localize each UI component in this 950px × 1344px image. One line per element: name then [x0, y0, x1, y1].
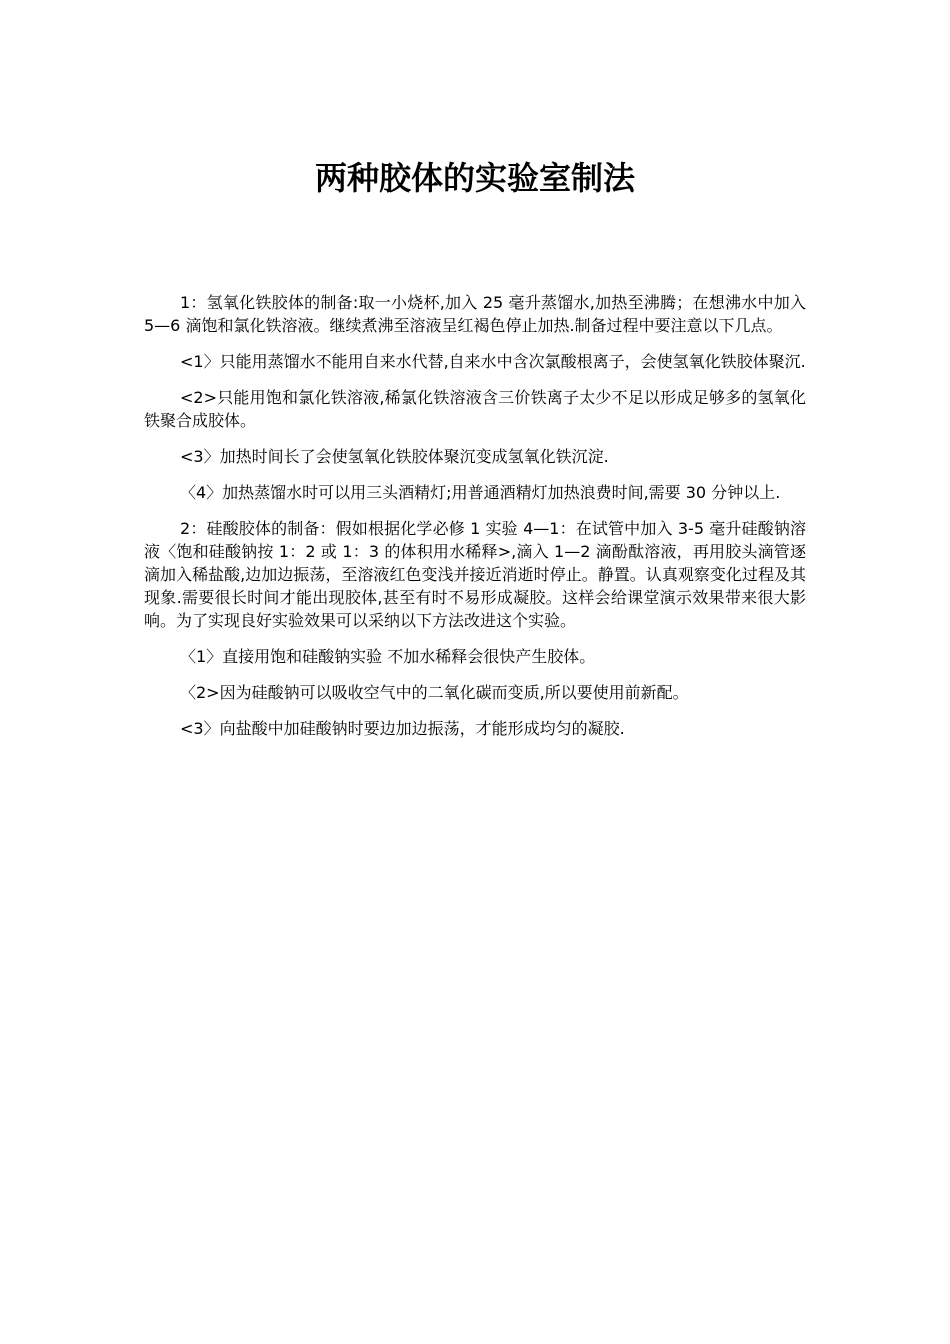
paragraph-fe-note-4: 〈4〉加热蒸馏水时可以用三头酒精灯;用普通酒精灯加热浪费时间,需要 30 分钟以上.: [180, 483, 781, 502]
paragraph-fe-colloid-intro: 1：氢氧化铁胶体的制备:取一小烧杯,加入 25 毫升蒸馏水,加热至沸腾；在想沸水中加入 5—6 滴饱和氯化铁溶液。继续煮沸至溶液呈红褐色停止加热.制备过程中要注意以下几点。: [144, 293, 806, 335]
paragraph-si-colloid-intro: 2：硅酸胶体的制备：假如根据化学必修 1 实验 4—1：在试管中加入 3-5 毫升硅酸钠溶液〈饱和硅酸钠按 1：2 或 1：3 的体积用水稀释>,滴入 1—2 滴酚酞溶液，再用胶头滴管逐滴加入稀盐酸,边加边振荡，至溶液红色变浅并接近消逝时停止。静置。认真观察变化过程及其现象.需要很长时间才能出现胶体,甚至有时不易形成凝胶。这样会给课堂演示效果带来很大影响。为了实现良好实验效果可以采纳以下方法改进这个实验。: [144, 519, 806, 630]
paragraph-fe-note-1: <1〉只能用蒸馏水不能用自来水代替,自来水中含次氯酸根离子，会使氢氧化铁胶体聚沉.: [180, 352, 806, 371]
document-title: 两种胶体的实验室制法: [314, 159, 635, 197]
paragraph-fe-note-3: <3〉加热时间长了会使氢氧化铁胶体聚沉变成氢氧化铁沉淀.: [180, 447, 609, 466]
paragraph-si-note-2: 〈2>因为硅酸钠可以吸收空气中的二氧化碳而变质,所以要使用前新配。: [180, 683, 689, 702]
paragraph-fe-note-2: <2>只能用饱和氯化铁溶液,稀氯化铁溶液含三价铁离子太少不足以形成足够多的氢氧化铁聚合成胶体。: [144, 388, 806, 430]
paragraph-si-note-1: 〈1〉直接用饱和硅酸钠实验 不加水稀释会很快产生胶体。: [180, 647, 596, 666]
document-body: [144, 291, 806, 753]
paragraph-si-note-3: <3〉向盐酸中加硅酸钠时要边加边振荡，才能形成均匀的凝胶.: [180, 719, 625, 738]
